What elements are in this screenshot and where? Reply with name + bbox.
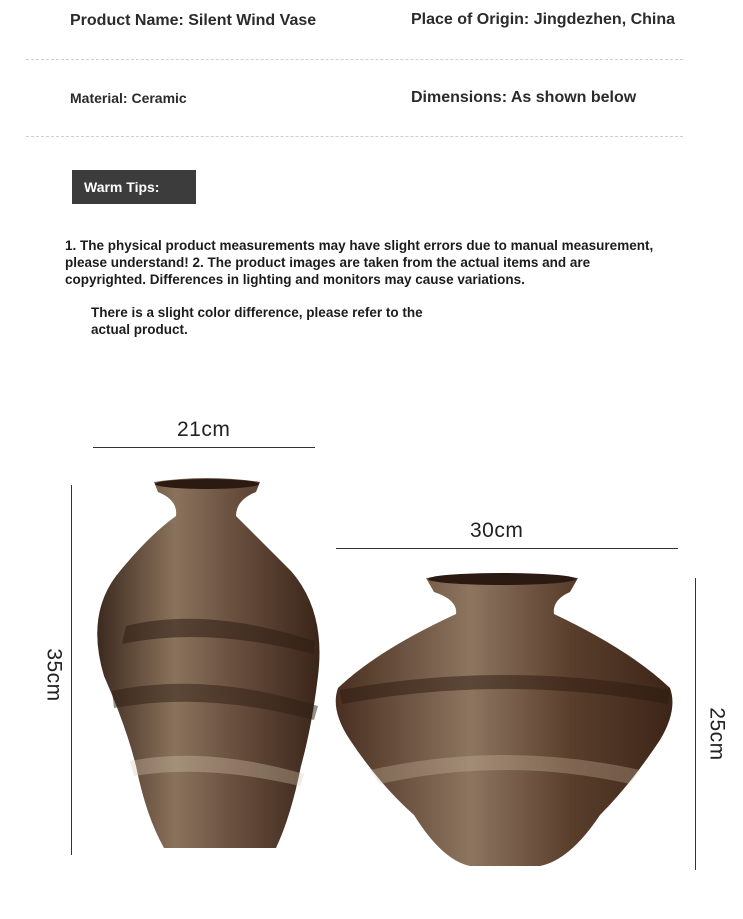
left-vase-width-label: 21cm bbox=[177, 418, 231, 441]
divider bbox=[26, 59, 683, 60]
divider bbox=[26, 136, 683, 137]
left-vase-height-line bbox=[71, 485, 72, 855]
dimensions: Dimensions: As shown below bbox=[411, 89, 637, 106]
product-name: Product Name: Silent Wind Vase bbox=[70, 12, 317, 29]
right-vase-image bbox=[330, 570, 680, 870]
left-vase-image bbox=[86, 476, 326, 856]
warm-tips-badge: Warm Tips: bbox=[72, 170, 196, 204]
right-vase-width-label: 30cm bbox=[470, 519, 524, 542]
right-vase-height-line bbox=[695, 578, 696, 870]
right-vase-width-line bbox=[336, 548, 678, 549]
warm-tips-text: 1. The physical product measurements may have slight errors due to manual measurement, please understand! 2. The product images are taken from the actual items and are copyrighted. Differences in lighting and monitors may cause variations. bbox=[65, 238, 654, 287]
left-vase-width-line bbox=[93, 447, 315, 448]
color-difference-note: There is a slight color difference, please refer to the actual product. bbox=[91, 305, 423, 337]
place-of-origin: Place of Origin: Jingdezhen, China bbox=[411, 11, 676, 28]
left-vase-height-label: 35cm bbox=[42, 648, 66, 702]
material: Material: Ceramic bbox=[70, 90, 187, 106]
right-vase-height-label: 25cm bbox=[705, 707, 729, 761]
